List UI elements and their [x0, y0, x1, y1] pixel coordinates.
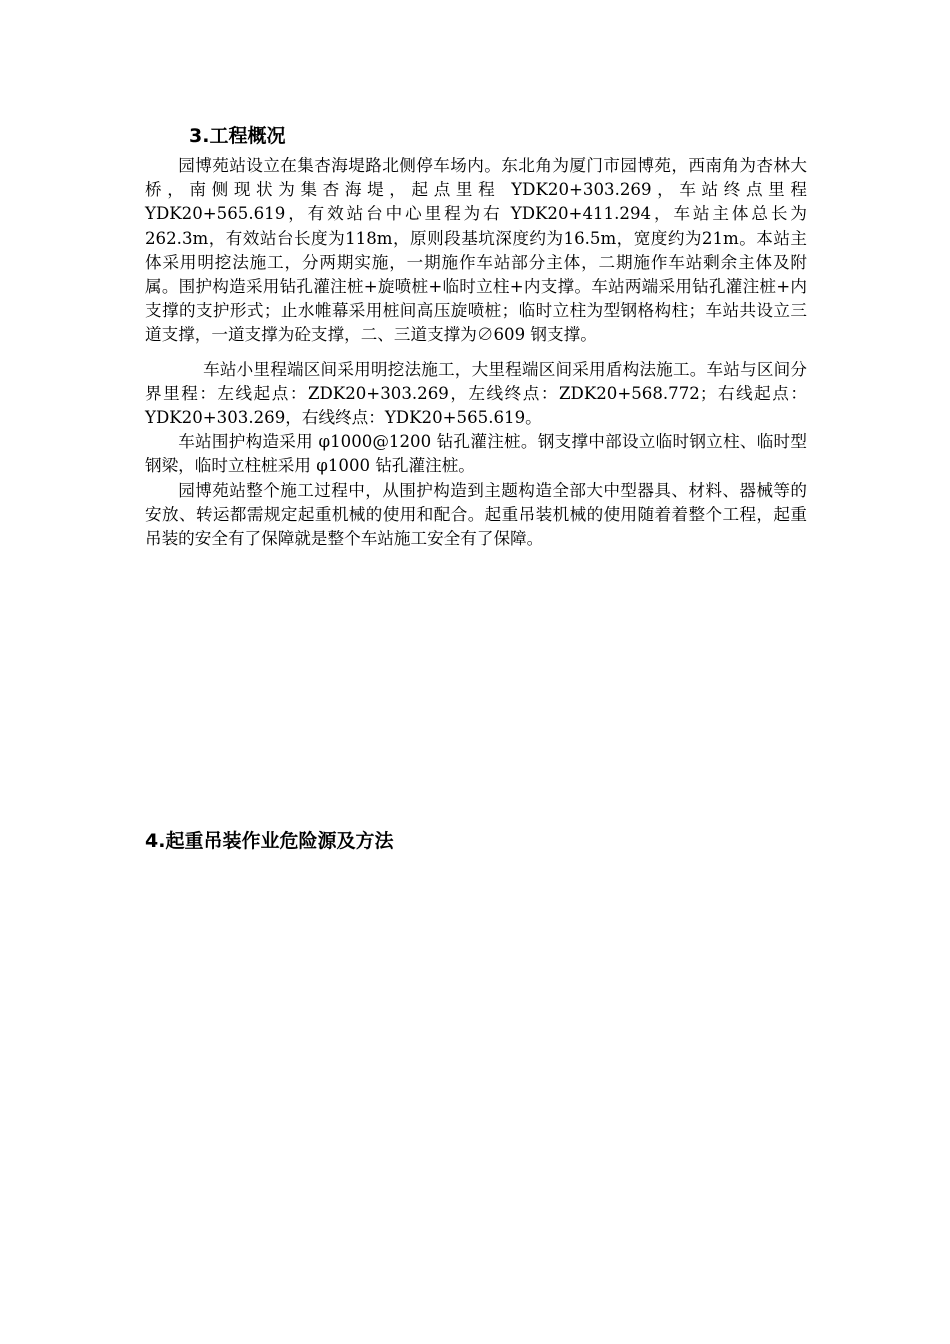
- section-3-heading: 3.工程概况: [189, 125, 286, 147]
- paragraph-lifting-importance: 园博苑站整个施工过程中，从围护构造到主题构造全部大中型器具、材料、器械等的安放、转运都需规定起重机械的使用和配合。起重吊装机械的使用随着着整个工程，起重吊装的安全有了保障就是整个车站施工安全有了保障。: [145, 480, 807, 549]
- section-3-body: [145, 154, 807, 551]
- section-4-heading: 4.起重吊装作业危险源及方法: [145, 830, 394, 852]
- paragraph-retaining-structure: 车站围护构造采用 φ1000@1200 钻孔灌注桩。钢支撑中部设立临时钢立柱、临时型钢梁，临时立柱桩采用 φ1000 钻孔灌注桩。: [145, 432, 807, 476]
- paragraph-project-overview: 园博苑站设立在集杏海堤路北侧停车场内。东北角为厦门市园博苑，西南角为杏林大桥，南侧现状为集杏海堤，起点里程 YDK20+303.269，车站终点里程 YDK20+565.619，有效站台中心里程为右 YDK20+411.294，车站主体总长为262.3m，有效站台长度为118m，原则段基坑深度约为16.5m，宽度约为21m。本站主体采用明挖法施工，分两期实施，一期施作车站部分主体，二期施作车站剩余主体及附属。围护构造采用钻孔灌注桩+旋喷桩+临时立柱+内支撑。车站两端采用钻孔灌注桩+内支撑的支护形式；止水帷幕采用桩间高压旋喷桩；临时立柱为型钢格构柱；车站共设立三道支撑，一道支撑为砼支撑，二、三道支撑为∅609 钢支撑。: [145, 156, 807, 345]
- paragraph-interval-construction: 车站小里程端区间采用明挖法施工，大里程端区间采用盾构法施工。车站与区间分界里程：左线起点：ZDK20+303.269，左线终点：ZDK20+568.772；右线起点：YDK20+303.269，右线终点：YDK20+565.619。: [145, 359, 807, 428]
